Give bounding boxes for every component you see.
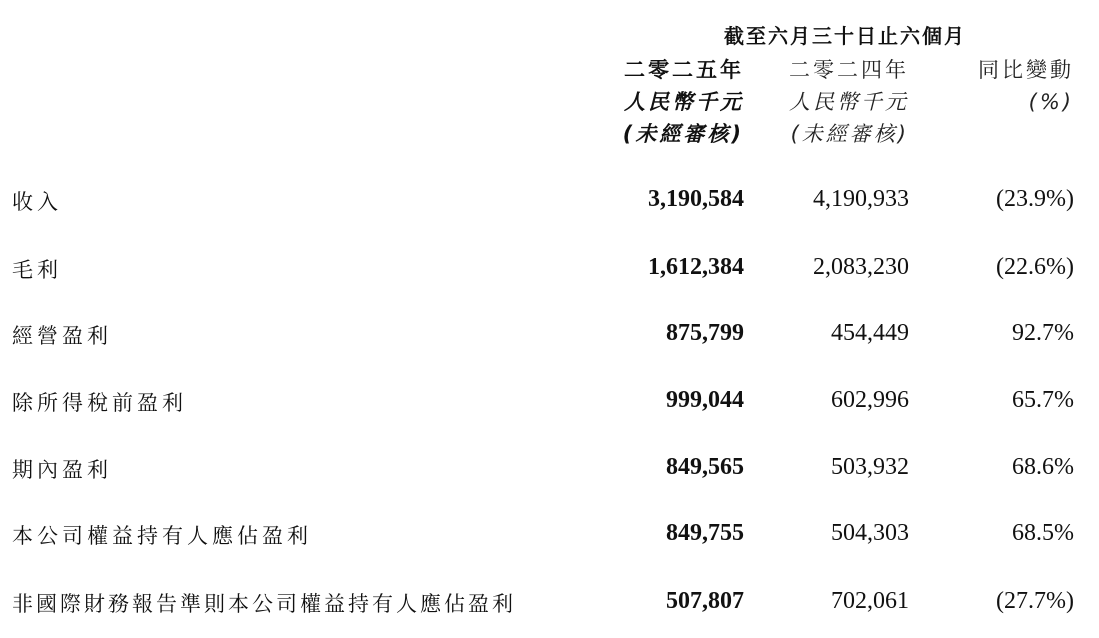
period-heading: 截至六月三十日止六個月 xyxy=(724,24,966,48)
row-change-operating-profit: 92.7% xyxy=(1012,320,1074,346)
row-change-profit-attributable: 68.5% xyxy=(1012,520,1074,546)
row-current-operating-profit: 875,799 xyxy=(666,320,744,346)
row-label-gross-profit: 毛利 xyxy=(12,258,62,282)
row-change-revenue: (23.9%) xyxy=(996,186,1074,212)
row-previous-profit-for-period: 503,932 xyxy=(831,454,909,480)
row-previous-operating-profit: 454,449 xyxy=(831,320,909,346)
row-change-gross-profit: (22.6%) xyxy=(996,254,1074,280)
change-unit-header: (%) xyxy=(1028,90,1074,114)
row-previous-profit-attributable: 504,303 xyxy=(831,520,909,546)
row-current-profit-before-tax: 999,044 xyxy=(666,387,744,413)
change-header: 同比變動 xyxy=(978,58,1074,82)
row-current-non-ifrs-profit: 507,807 xyxy=(666,588,744,614)
previous-unit-header: 人民幣千元 xyxy=(789,90,909,114)
row-label-profit-attributable: 本公司權益持有人應佔盈利 xyxy=(12,524,312,548)
current-year-header: 二零二五年 xyxy=(624,58,744,82)
row-label-profit-for-period: 期內盈利 xyxy=(12,458,112,482)
row-change-non-ifrs-profit: (27.7%) xyxy=(996,588,1074,614)
row-previous-non-ifrs-profit: 702,061 xyxy=(831,588,909,614)
row-previous-profit-before-tax: 602,996 xyxy=(831,387,909,413)
row-current-revenue: 3,190,584 xyxy=(648,186,744,212)
row-current-gross-profit: 1,612,384 xyxy=(648,254,744,280)
previous-year-header: 二零二四年 xyxy=(789,58,909,82)
row-current-profit-attributable: 849,755 xyxy=(666,520,744,546)
row-label-revenue: 收入 xyxy=(12,190,62,214)
row-current-profit-for-period: 849,565 xyxy=(666,454,744,480)
current-unit-header: 人民幣千元 xyxy=(624,90,744,114)
current-audit-header: (未經審核) xyxy=(622,122,744,146)
row-label-operating-profit: 經營盈利 xyxy=(12,324,112,348)
row-label-profit-before-tax: 除所得稅前盈利 xyxy=(12,391,187,415)
previous-audit-header: (未經審核) xyxy=(790,122,909,146)
row-change-profit-for-period: 68.6% xyxy=(1012,454,1074,480)
row-label-non-ifrs-profit: 非國際財務報告準則本公司權益持有人應佔盈利 xyxy=(12,592,516,616)
row-previous-revenue: 4,190,933 xyxy=(813,186,909,212)
row-previous-gross-profit: 2,083,230 xyxy=(813,254,909,280)
row-change-profit-before-tax: 65.7% xyxy=(1012,387,1074,413)
